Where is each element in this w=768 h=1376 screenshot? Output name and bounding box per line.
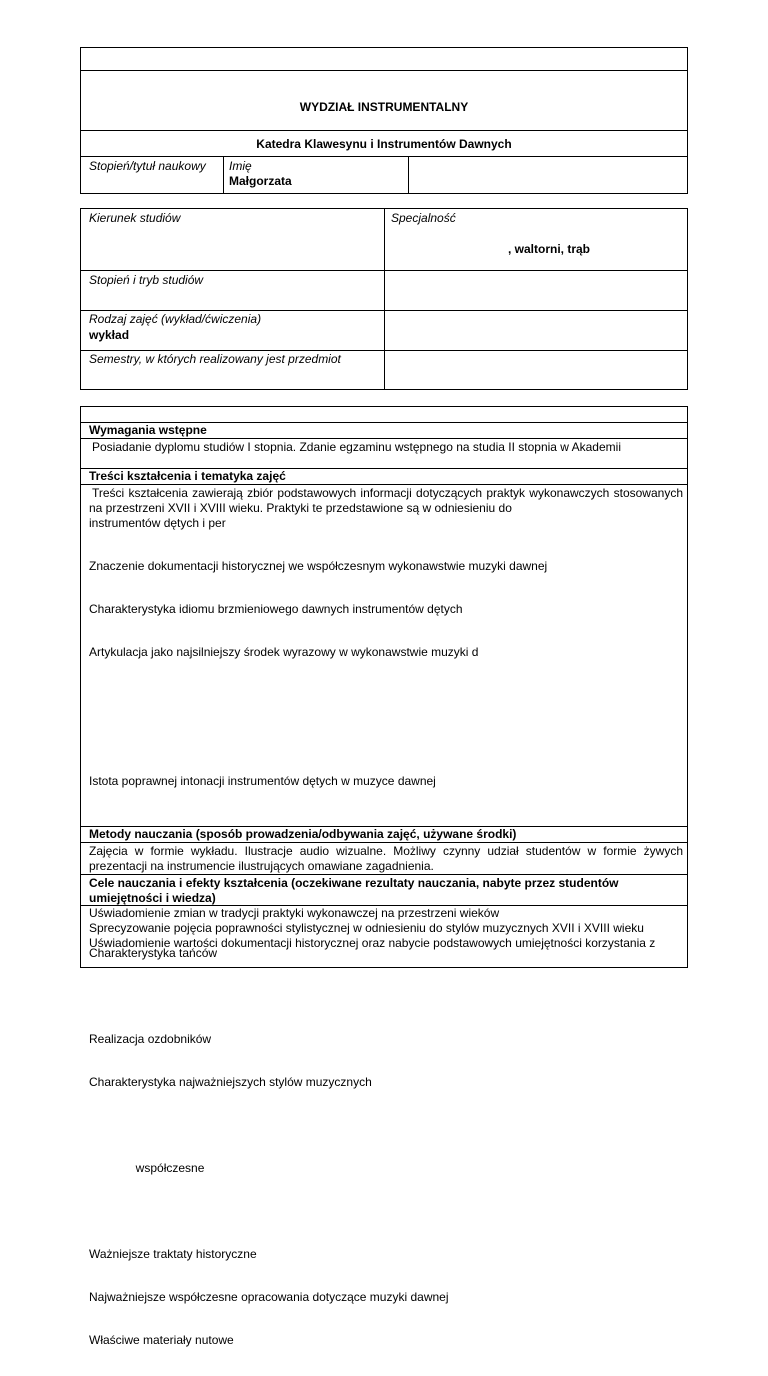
list-item — [89, 1118, 547, 1133]
list-item — [89, 989, 547, 1004]
semesters-label: Semestry, w których realizowany jest przedmiot — [89, 352, 341, 366]
semesters-row — [81, 351, 687, 389]
req-heading-row — [81, 423, 687, 439]
department-title: Katedra Klawesynu i Instrumentów Dawnych — [256, 137, 512, 151]
topics-intro: Treści kształcenia zawierają zbiór podstawowych informacji dotyczących praktyk wykonawczych stosowanych na przestrzeni XVII i XVIII wieku. Praktyki te przedstawione są w odniesieniu do — [89, 486, 683, 515]
list-item: Realizacja ozdobników — [89, 1032, 212, 1046]
methods-heading-row — [81, 827, 687, 843]
topics-intro-last: instrumentów dętych i per — [89, 516, 226, 530]
list-item — [89, 731, 547, 746]
header-empty-row — [81, 48, 687, 71]
specialty-label: Specjalność — [391, 211, 456, 225]
list-item: Najważniejsze współczesne opracowania dotyczące muzyki dawnej — [89, 1290, 449, 1304]
list-item: Znaczenie dokumentacji historycznej we współczesnym wykonawstwie muzyki dawnej — [89, 559, 548, 573]
name-value: Małgorzata — [229, 174, 292, 188]
methods-text-row — [81, 843, 687, 875]
list-item: Artykulacja jako najsilniejszy środek wyrazowy w wykonawstwie muzyki d — [89, 645, 479, 659]
list-item: Ważniejsze traktaty historyczne — [89, 1247, 257, 1261]
list-item: Uświadomienie zmian w tradycji praktyki wykonawczej na przestrzeni wieków — [89, 906, 500, 920]
header-table — [80, 47, 688, 194]
faculty-title: WYDZIAŁ INSTRUMENTALNY — [299, 100, 469, 114]
list-item: Charakterystyka idiomu brzmieniowego dawnych instrumentów dętych — [89, 602, 463, 616]
req-text: Posiadanie dyplomu studiów I stopnia. Zdanie egzaminu wstępnego na studia II stopnia w Akademii — [92, 440, 621, 454]
content-table — [80, 406, 688, 1347]
list-item: Właściwe materiały nutowe — [89, 1333, 234, 1347]
topics-heading-row — [81, 469, 687, 485]
field-label: Kierunek studiów — [89, 211, 181, 225]
list-item: Uświadomienie wartości dokumentacji historycznej oraz nabycie podstawowych umiejętności korzystania z — [89, 936, 656, 950]
content-empty-row — [81, 407, 687, 423]
req-text-row — [81, 439, 687, 469]
list-item: Istota poprawnej intonacji instrumentów dętych w muzyce dawnej — [89, 774, 436, 788]
department-row — [81, 131, 687, 157]
goals-heading-row — [81, 875, 687, 906]
list-item: współczesne — [89, 1161, 205, 1175]
req-heading: Wymagania wstępne — [89, 423, 207, 437]
list-item — [89, 1204, 547, 1219]
goals-row — [81, 906, 687, 967]
person-row — [81, 157, 687, 193]
goals-list — [89, 906, 655, 951]
mode-label: Stopień i tryb studiów — [89, 273, 204, 287]
list-item: Charakterystyka najważniejszych stylów muzycznych — [89, 1075, 372, 1089]
topics-heading: Treści kształcenia i tematyka zajęć — [89, 469, 286, 483]
specialty-value: , waltorni, trąb — [508, 242, 591, 256]
list-item: Sprecyzowanie pojęcia poprawności stylistycznej w odniesieniu do stylów muzycznych XVII i XVIII wieku — [89, 921, 644, 935]
mode-row — [81, 271, 687, 311]
type-label: Rodzaj zajęć (wykład/ćwiczenia) — [89, 312, 262, 326]
methods-text: Zajęcia w formie wykładu. Ilustracje audio wizualne. Możliwy czynny udział studentów w formie żywych prezentacji na instrumencie ilustrujących omawiane zagadnienia. — [89, 844, 683, 873]
list-item: Charakterystyka tańców — [89, 946, 218, 960]
type-value: wykład — [89, 328, 130, 342]
name-label: Imię — [229, 159, 252, 173]
study-table — [80, 208, 688, 390]
field-row — [81, 209, 687, 271]
degree-label: Stopień/tytuł naukowy — [89, 159, 206, 173]
methods-heading: Metody nauczania (sposób prowadzenia/odbywania zajęć, używane środki) — [89, 827, 517, 841]
list-item — [89, 688, 547, 703]
goals-heading: Cele nauczania i efekty kształcenia (oczekiwane rezultaty nauczania, nabyte przez studentów umiejętności i wiedza) — [89, 876, 619, 905]
type-row — [81, 311, 687, 351]
faculty-row — [81, 71, 687, 131]
